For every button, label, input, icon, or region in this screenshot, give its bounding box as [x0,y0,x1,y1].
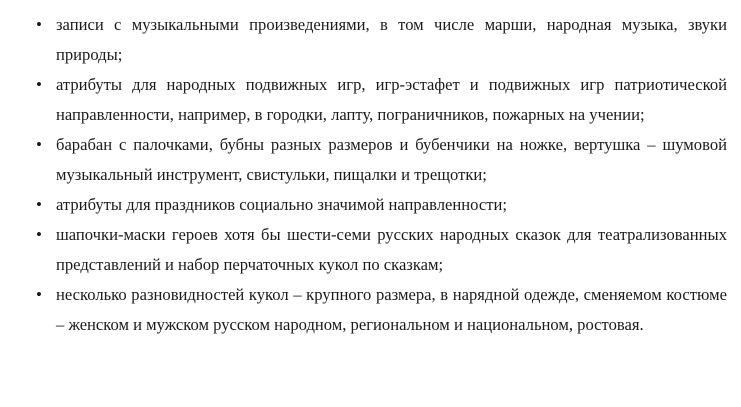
list-item-text: • атрибуты для народных подвижных игр, игр-эстафет и подвижных игр патриотической направленности, например, в городки, лапту, пограничников, пожарных на учении; [56,75,727,124]
list-item [34,10,727,70]
list-item [34,130,727,190]
list-item-text: • шапочки-маски героев хотя бы шести-семи русских народных сказок для театрализованных представлений и набор перчаточных кукол по сказкам; [56,225,727,274]
list-item-text: • атрибуты для праздников социально значимой направленности; [56,195,507,214]
list-item-text: • барабан с палочками, бубны разных размеров и бубенчики на ножке, вертушка – шумовой музыкальный инструмент, свистульки, пищалки и трещотки; [56,135,727,184]
bulleted-list [34,10,727,340]
list-item [34,190,727,220]
list-item [34,220,727,280]
list-item-text: • несколько разновидностей кукол – крупного размера, в нарядной одежде, сменяемом костюме – женском и мужском русском народном, региональном и национальном, ростовая. [56,285,727,334]
list-item [34,280,727,340]
list-item-text: • записи с музыкальными произведениями, в том числе марши, народная музыка, звуки природы; [56,15,727,64]
list-item [34,70,727,130]
